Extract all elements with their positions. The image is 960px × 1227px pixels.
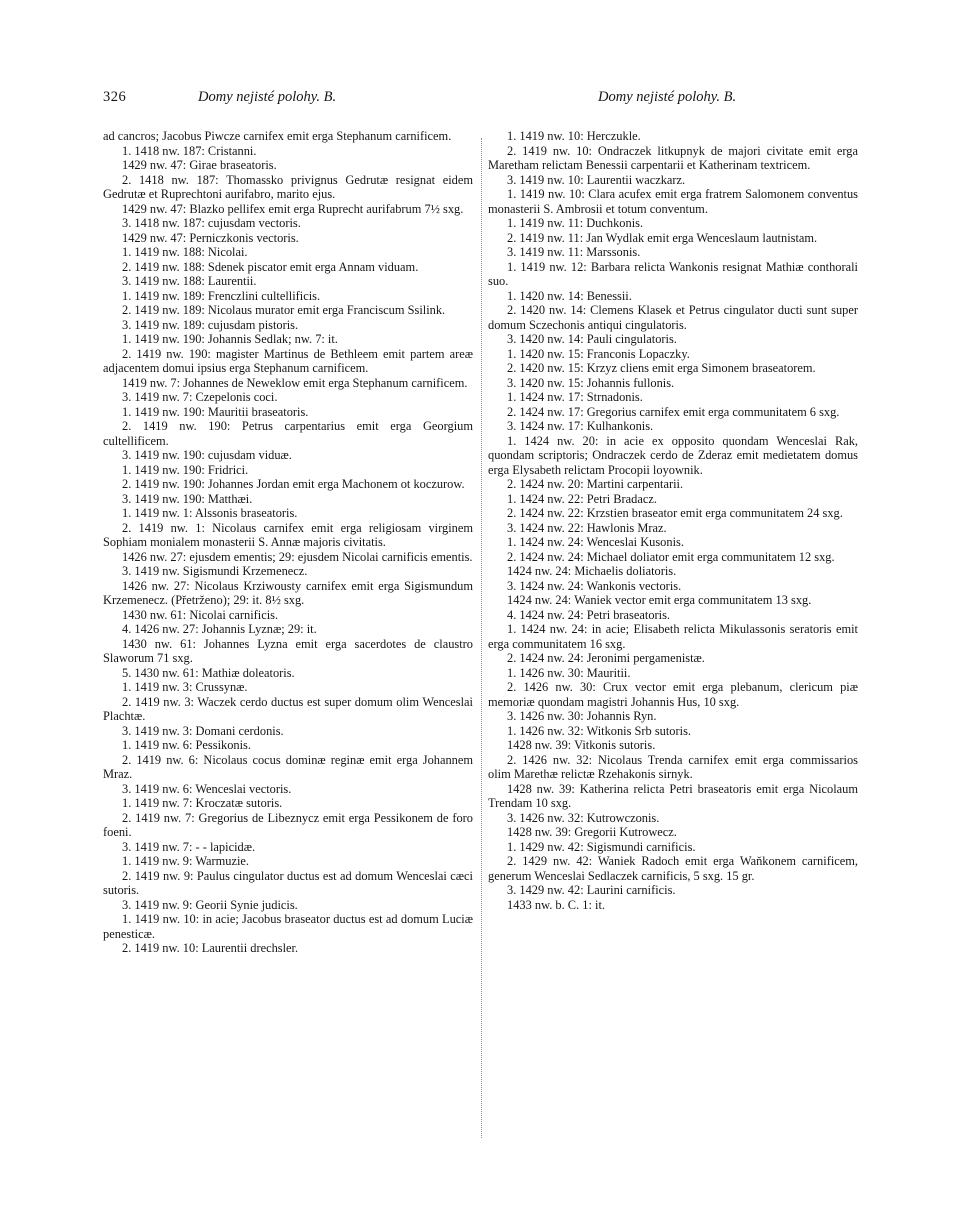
register-entry: 2. 1424 nw. 20: Martini carpentarii.	[507, 477, 684, 491]
register-entry: 3. 1419 nw. 3: Domani cerdonis.	[122, 723, 284, 738]
register-entry: 2. 1419 nw. 10: Laurentii drechsler.	[122, 941, 299, 955]
running-head-right: Domy nejisté polohy. B.	[598, 89, 737, 105]
register-entry: 1. 1419 nw. 1: Alssonis braseatoris.	[122, 506, 298, 520]
left-column	[103, 129, 473, 956]
register-entry: 1429 nw. 47: Blazko pellifex emit erga Ruprecht aurifabrum 7½ sxg.	[122, 201, 464, 216]
register-entry: 1426 nw. 27: Nicolaus Krziwousty carnifex emit erga Sigismundum Krzemenecz. (Přetrženo); 29: it. 8½ sxg.	[103, 578, 473, 607]
register-entry: 2. 1426 nw. 32: Nicolaus Trenda carnifex emit erga commissarios olim Marethæ relictæ Rzehakonis sirnyk.	[488, 752, 858, 781]
register-entry: 1428 nw. 39: Gregorii Kutrowecz.	[507, 825, 677, 839]
register-entry: 3. 1419 nw. 10: Laurentii waczkarz.	[507, 172, 686, 187]
register-entry: 1. 1420 nw. 14: Benessii.	[507, 288, 632, 303]
register-entry: 1430 nw. 61: Nicolai carnificis.	[122, 607, 279, 622]
register-entry: 3. 1419 nw. 6: Wenceslai vectoris.	[122, 781, 292, 796]
register-entry: 1. 1424 nw. 20: in acie ex opposito quondam Wenceslai Rak, quondam scriptoris; Ondraczek cerdo de Zderaz emit medietatem domus erga Elysabeth relictam Procopii loyownik.	[488, 433, 858, 477]
register-entry: 1. 1419 nw. 189: Frenczlini cultellificis.	[122, 288, 321, 303]
register-entry: 1. 1419 nw. 12: Barbara relicta Wankonis resignat Mathiæ conthorali suo.	[488, 259, 858, 288]
register-entry: 2. 1419 nw. 190: Petrus carpentarius emit erga Georgium cultellificem.	[103, 419, 473, 448]
register-entry: 1. 1426 nw. 32: Witkonis Srb sutoris.	[507, 723, 691, 738]
register-entry: 3. 1419 nw. 11: Marssonis.	[507, 245, 641, 259]
register-entry: 1. 1419 nw. 10: Clara acufex emit erga fratrem Salomonem conventus monasterii S. Ambrosii et totum conventum.	[488, 187, 858, 216]
page-number: 326	[103, 89, 127, 105]
register-entry: ad cancros; Jacobus Piwcze carnifex emit erga Stephanum carnificem.	[103, 129, 452, 143]
register-entry: 2. 1426 nw. 30: Crux vector emit erga plebanum, clericum piæ memoriæ quondam magistri Johannis Hus, 10 sxg.	[488, 680, 858, 709]
register-entry: 2. 1424 nw. 17: Gregorius carnifex emit erga communitatem 6 sxg.	[507, 404, 840, 419]
register-entry: 2. 1424 nw. 24: Michael doliator emit erga communitatem 12 sxg.	[507, 549, 835, 564]
register-entry: 1426 nw. 27: ejusdem ementis; 29: ejusdem Nicolai carnificis ementis.	[122, 549, 473, 564]
register-entry: 2. 1424 nw. 24: Jeronimi pergamenistæ.	[507, 651, 705, 665]
register-entry: 2. 1424 nw. 22: Krzstien braseator emit erga communitatem 24 sxg.	[507, 506, 843, 520]
register-entry: 2. 1419 nw. 6: Nicolaus cocus dominæ reginæ emit erga Johannem Mraz.	[103, 752, 473, 781]
right-column	[488, 129, 858, 912]
register-entry: 3. 1419 nw. 7: Czepelonis coci.	[122, 390, 278, 404]
register-entry: 2. 1419 nw. 11: Jan Wydlak emit erga Wenceslaum lautnistam.	[507, 230, 818, 245]
register-entry: 1. 1419 nw. 7: Kroczatæ sutoris.	[122, 796, 283, 810]
register-entry: 1430 nw. 61: Johannes Lyzna emit erga sacerdotes de claustro Slaworum 71 sxg.	[103, 636, 473, 665]
register-entry: 2. 1419 nw. 190: Johannes Jordan emit erga Machonem ot koczurow.	[122, 477, 465, 491]
register-entry: 3. 1426 nw. 32: Kutrowczonis.	[507, 810, 660, 825]
register-entry: 1. 1424 nw. 17: Strnadonis.	[507, 390, 643, 404]
register-entry: 2. 1420 nw. 15: Krzyz cliens emit erga Simonem braseatorem.	[507, 361, 816, 375]
register-entry: 1428 nw. 39: Katherina relicta Petri braseatoris emit erga Nicolaum Trendam 10 sxg.	[488, 781, 858, 810]
register-entry: 1. 1419 nw. 190: Mauritii braseatoris.	[122, 404, 309, 419]
register-entry: 3. 1419 nw. 188: Laurentii.	[122, 274, 257, 288]
register-entry: 3. 1429 nw. 42: Laurini carnificis.	[507, 883, 676, 897]
register-entry: 3. 1424 nw. 24: Wankonis vectoris.	[507, 578, 682, 593]
register-entry: 2. 1419 nw. 188: Sdenek piscator emit erga Annam viduam.	[122, 259, 419, 274]
register-entry: 5. 1430 nw. 61: Mathiæ doleatoris.	[122, 665, 295, 680]
register-entry: 2. 1419 nw. 190: magister Martinus de Bethleem emit partem areæ adjacentem domui ipsius erga Stephanum carnificem.	[103, 346, 473, 375]
register-entry: 1. 1419 nw. 3: Crussynæ.	[122, 680, 248, 694]
register-entry: 1419 nw. 7: Johannes de Neweklow emit erga Stephanum carnificem.	[122, 375, 468, 390]
register-entry: 3. 1419 nw. 190: Matthæi.	[122, 491, 253, 506]
running-head-left: Domy nejisté polohy. B.	[198, 89, 337, 105]
register-entry: 2. 1419 nw. 1: Nicolaus carnifex emit erga religiosam virginem Sophiam monialem monasterii S. Annæ majoris civitatis.	[103, 520, 473, 549]
register-entry: 1. 1424 nw. 24: Wenceslai Kusonis.	[507, 535, 684, 549]
register-entry: 4. 1424 nw. 24: Petri braseatoris.	[507, 607, 671, 622]
register-entry: 3. 1418 nw. 187: cujusdam vectoris.	[122, 216, 301, 230]
register-entry: 2. 1420 nw. 14: Clemens Klasek et Petrus cingulator ducti sunt super domum Sczechonis antiqui cingulatoris.	[488, 303, 858, 332]
register-entry: 1429 nw. 47: Girae braseatoris.	[122, 158, 277, 172]
register-entry: 3. 1424 nw. 17: Kulhankonis.	[507, 419, 654, 433]
register-entry: 1428 nw. 39: Vitkonis sutoris.	[507, 738, 656, 752]
register-entry: 2. 1419 nw. 7: Gregorius de Libeznycz emit erga Pessikonem de foro foeni.	[103, 810, 473, 839]
register-entry: 1. 1424 nw. 24: in acie; Elisabeth relicta Mikulassonis seratoris emit erga communitatem 16 sxg.	[488, 622, 858, 651]
register-entry: 1433 nw. b. C. 1: it.	[507, 897, 605, 912]
register-entry: 2. 1429 nw. 42: Waniek Radoch emit erga Waňkonem carnificem, generum Wenceslai Sedlaczek carnificis, 5 sxg. 15 gr.	[488, 854, 858, 883]
register-entry: 2. 1418 nw. 187: Thomassko privignus Gedrutæ resignat eidem Gedrutæ et Ruprechtoni aurifabro, marito ejus.	[103, 172, 473, 201]
register-entry: 1424 nw. 24: Waniek vector emit erga communitatem 13 sxg.	[507, 593, 812, 607]
register-entry: 1. 1419 nw. 188: Nicolai.	[122, 245, 248, 259]
register-entry: 2. 1419 nw. 3: Waczek cerdo ductus est super domum olim Wenceslai Plachtæ.	[103, 694, 473, 723]
register-entry: 1429 nw. 47: Perniczkonis vectoris.	[122, 230, 299, 245]
register-entry: 1. 1419 nw. 11: Duchkonis.	[507, 216, 644, 230]
column-divider	[481, 138, 482, 1138]
register-entry: 1. 1418 nw. 187: Cristanni.	[122, 143, 257, 158]
register-entry: 1424 nw. 24: Michaelis doliatoris.	[507, 564, 677, 578]
register-entry: 1. 1429 nw. 42: Sigismundi carnificis.	[507, 839, 696, 854]
register-entry: 3. 1426 nw. 30: Johannis Ryn.	[507, 709, 657, 723]
register-entry: 3. 1419 nw. Sigismundi Krzemenecz.	[122, 564, 308, 578]
register-entry: 1. 1424 nw. 22: Petri Bradacz.	[507, 491, 657, 506]
register-entry: 1. 1420 nw. 15: Franconis Lopaczky.	[507, 346, 690, 361]
register-entry: 1. 1419 nw. 6: Pessikonis.	[122, 738, 251, 752]
register-entry: 1. 1419 nw. 190: Johannis Sedlak; nw. 7: it.	[122, 332, 338, 346]
register-entry: 3. 1420 nw. 15: Johannis fullonis.	[507, 375, 675, 390]
register-entry: 3. 1419 nw. 9: Georii Synie judicis.	[122, 897, 298, 912]
register-entry: 2. 1419 nw. 189: Nicolaus murator emit erga Franciscum Ssilink.	[122, 303, 446, 317]
register-entry: 3. 1419 nw. 189: cujusdam pistoris.	[122, 317, 299, 332]
register-entry: 2. 1419 nw. 9: Paulus cingulator ductus est ad domum Wenceslai cæci sutoris.	[103, 868, 473, 897]
register-entry: 1. 1426 nw. 30: Mauritii.	[507, 665, 631, 680]
register-entry: 4. 1426 nw. 27: Johannis Lyznæ; 29: it.	[122, 622, 317, 636]
register-entry: 3. 1420 nw. 14: Pauli cingulatoris.	[507, 332, 677, 346]
register-entry: 1. 1419 nw. 10: in acie; Jacobus braseator ductus est ad domum Luciæ penesticæ.	[103, 912, 473, 941]
register-entry: 2. 1419 nw. 10: Ondraczek litkupnyk de majori civitate emit erga Maretham relictam Benessii carpentarii et Katherinam textricem.	[488, 143, 858, 172]
register-entry: 1. 1419 nw. 190: Fridrici.	[122, 462, 249, 477]
register-entry: 1. 1419 nw. 9: Warmuzie.	[122, 854, 250, 868]
register-entry: 3. 1424 nw. 22: Hawlonis Mraz.	[507, 520, 667, 535]
register-entry: 1. 1419 nw. 10: Herczukle.	[507, 129, 641, 143]
register-entry: 3. 1419 nw. 190: cujusdam viduæ.	[122, 448, 292, 462]
register-entry: 3. 1419 nw. 7: - - lapicidæ.	[122, 839, 256, 854]
